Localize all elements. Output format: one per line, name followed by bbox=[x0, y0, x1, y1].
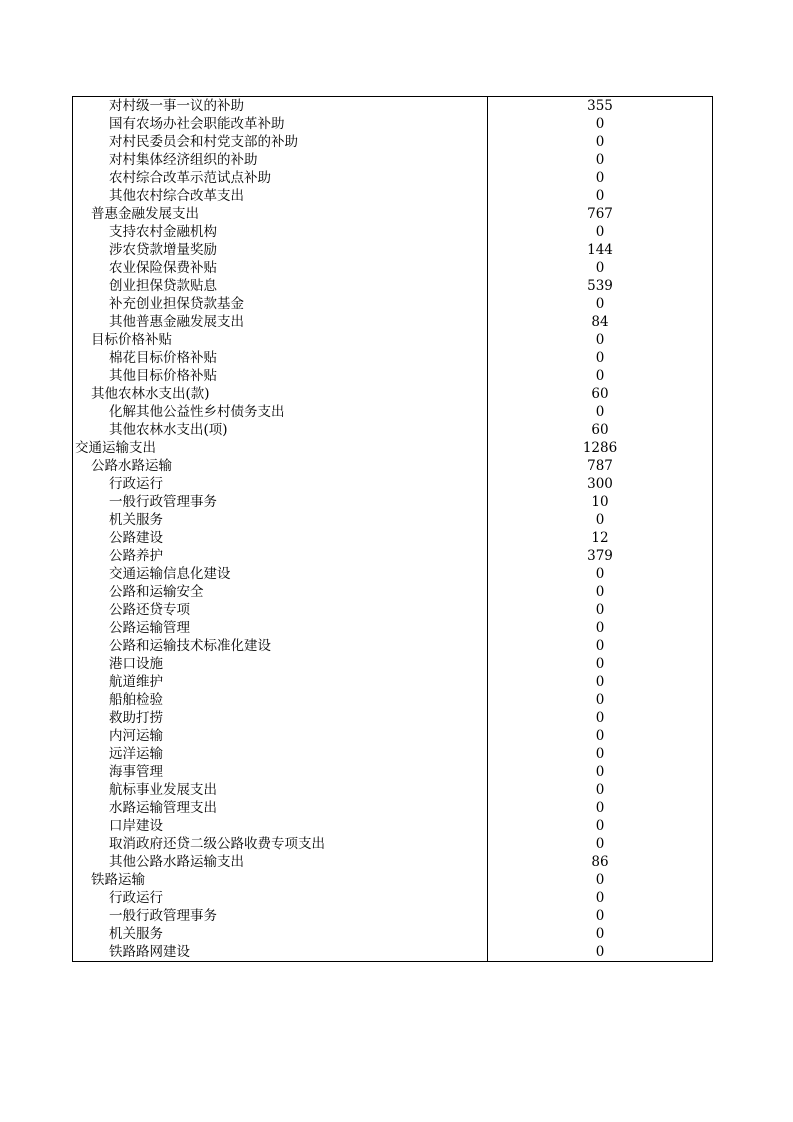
table-row bbox=[73, 385, 713, 403]
table-row bbox=[73, 331, 713, 349]
row-item-name: 口岸建设 bbox=[73, 817, 488, 835]
row-item-name: 救助打捞 bbox=[73, 709, 488, 727]
row-item-amount: 0 bbox=[488, 583, 713, 601]
row-item-name: 其他目标价格补贴 bbox=[73, 367, 488, 385]
table-row bbox=[73, 205, 713, 223]
table-row bbox=[73, 241, 713, 259]
row-item-name: 对村集体经济组织的补助 bbox=[73, 151, 488, 169]
row-item-name: 创业担保贷款贴息 bbox=[73, 277, 488, 295]
row-item-amount: 767 bbox=[488, 205, 713, 223]
table-row bbox=[73, 835, 713, 853]
row-item-name: 一般行政管理事务 bbox=[73, 907, 488, 925]
table-row bbox=[73, 187, 713, 205]
row-item-name: 公路还贷专项 bbox=[73, 601, 488, 619]
table-row bbox=[73, 457, 713, 475]
row-item-name: 农村综合改革示范试点补助 bbox=[73, 169, 488, 187]
row-item-name: 水路运输管理支出 bbox=[73, 799, 488, 817]
row-item-amount: 144 bbox=[488, 241, 713, 259]
row-item-amount: 0 bbox=[488, 187, 713, 205]
row-item-name: 对村级一事一议的补助 bbox=[73, 97, 488, 116]
row-item-name: 目标价格补贴 bbox=[73, 331, 488, 349]
row-item-amount: 0 bbox=[488, 727, 713, 745]
row-item-name: 农业保险保费补贴 bbox=[73, 259, 488, 277]
table-row bbox=[73, 925, 713, 943]
row-item-name: 公路养护 bbox=[73, 547, 488, 565]
row-item-name: 公路和运输技术标准化建设 bbox=[73, 637, 488, 655]
table-row bbox=[73, 223, 713, 241]
row-item-name: 取消政府还贷二级公路收费专项支出 bbox=[73, 835, 488, 853]
table-row bbox=[73, 277, 713, 295]
row-item-name: 行政运行 bbox=[73, 889, 488, 907]
row-item-amount: 0 bbox=[488, 151, 713, 169]
row-item-name: 公路建设 bbox=[73, 529, 488, 547]
row-item-name: 航道维护 bbox=[73, 673, 488, 691]
table-row bbox=[73, 421, 713, 439]
row-item-amount: 0 bbox=[488, 169, 713, 187]
table-row bbox=[73, 601, 713, 619]
row-item-amount: 60 bbox=[488, 385, 713, 403]
table-row bbox=[73, 97, 713, 116]
row-item-name: 内河运输 bbox=[73, 727, 488, 745]
row-item-name: 航标事业发展支出 bbox=[73, 781, 488, 799]
table-row bbox=[73, 889, 713, 907]
table-row bbox=[73, 439, 713, 457]
row-item-name: 涉农贷款增量奖励 bbox=[73, 241, 488, 259]
row-item-amount: 0 bbox=[488, 871, 713, 889]
row-item-name: 铁路路网建设 bbox=[73, 943, 488, 962]
table-row bbox=[73, 295, 713, 313]
row-item-name: 行政运行 bbox=[73, 475, 488, 493]
row-item-name: 棉花目标价格补贴 bbox=[73, 349, 488, 367]
row-item-name: 机关服务 bbox=[73, 925, 488, 943]
table-row bbox=[73, 475, 713, 493]
row-item-name: 对村民委员会和村党支部的补助 bbox=[73, 133, 488, 151]
table-row bbox=[73, 907, 713, 925]
row-item-amount: 0 bbox=[488, 349, 713, 367]
row-item-name: 船舶检验 bbox=[73, 691, 488, 709]
row-item-amount: 0 bbox=[488, 403, 713, 421]
row-item-amount: 0 bbox=[488, 601, 713, 619]
row-item-amount: 379 bbox=[488, 547, 713, 565]
row-item-amount: 0 bbox=[488, 115, 713, 133]
row-item-name: 普惠金融发展支出 bbox=[73, 205, 488, 223]
row-item-amount: 0 bbox=[488, 781, 713, 799]
row-item-name: 国有农场办社会职能改革补助 bbox=[73, 115, 488, 133]
table-row bbox=[73, 493, 713, 511]
row-item-name: 其他公路水路运输支出 bbox=[73, 853, 488, 871]
row-item-amount: 0 bbox=[488, 799, 713, 817]
row-item-amount: 0 bbox=[488, 655, 713, 673]
row-item-amount: 0 bbox=[488, 763, 713, 781]
row-item-amount: 0 bbox=[488, 673, 713, 691]
table-row bbox=[73, 673, 713, 691]
row-item-amount: 1286 bbox=[488, 439, 713, 457]
table-row bbox=[73, 169, 713, 187]
table-row bbox=[73, 871, 713, 889]
table-row bbox=[73, 259, 713, 277]
table-row bbox=[73, 727, 713, 745]
table-row bbox=[73, 943, 713, 962]
table-row bbox=[73, 565, 713, 583]
table-row bbox=[73, 691, 713, 709]
row-item-amount: 0 bbox=[488, 619, 713, 637]
row-item-name: 化解其他公益性乡村债务支出 bbox=[73, 403, 488, 421]
row-item-name: 机关服务 bbox=[73, 511, 488, 529]
table-row bbox=[73, 529, 713, 547]
table-row bbox=[73, 799, 713, 817]
row-item-name: 其他农村综合改革支出 bbox=[73, 187, 488, 205]
row-item-amount: 0 bbox=[488, 367, 713, 385]
row-item-name: 支持农村金融机构 bbox=[73, 223, 488, 241]
table-row bbox=[73, 547, 713, 565]
row-item-amount: 0 bbox=[488, 223, 713, 241]
table-row bbox=[73, 349, 713, 367]
row-item-name: 铁路运输 bbox=[73, 871, 488, 889]
row-item-name: 交通运输信息化建设 bbox=[73, 565, 488, 583]
table-row bbox=[73, 115, 713, 133]
row-item-amount: 0 bbox=[488, 259, 713, 277]
row-item-name: 公路和运输安全 bbox=[73, 583, 488, 601]
table-row bbox=[73, 817, 713, 835]
row-item-amount: 10 bbox=[488, 493, 713, 511]
row-item-amount: 0 bbox=[488, 295, 713, 313]
row-item-name: 远洋运输 bbox=[73, 745, 488, 763]
row-item-name: 交通运输支出 bbox=[73, 439, 488, 457]
row-item-amount: 787 bbox=[488, 457, 713, 475]
row-item-name: 补充创业担保贷款基金 bbox=[73, 295, 488, 313]
table-row bbox=[73, 763, 713, 781]
row-item-amount: 0 bbox=[488, 331, 713, 349]
row-item-name: 其他农林水支出(款) bbox=[73, 385, 488, 403]
row-item-name: 一般行政管理事务 bbox=[73, 493, 488, 511]
row-item-name: 其他农林水支出(项) bbox=[73, 421, 488, 439]
table-row bbox=[73, 781, 713, 799]
table-row bbox=[73, 709, 713, 727]
table-row bbox=[73, 133, 713, 151]
row-item-amount: 0 bbox=[488, 709, 713, 727]
table-row bbox=[73, 583, 713, 601]
row-item-amount: 0 bbox=[488, 637, 713, 655]
row-item-amount: 0 bbox=[488, 925, 713, 943]
table-row bbox=[73, 637, 713, 655]
row-item-amount: 0 bbox=[488, 133, 713, 151]
row-item-amount: 300 bbox=[488, 475, 713, 493]
row-item-name: 公路水路运输 bbox=[73, 457, 488, 475]
row-item-name: 港口设施 bbox=[73, 655, 488, 673]
row-item-name: 公路运输管理 bbox=[73, 619, 488, 637]
row-item-amount: 84 bbox=[488, 313, 713, 331]
expenditure-table bbox=[72, 96, 713, 962]
row-item-amount: 0 bbox=[488, 691, 713, 709]
row-item-amount: 0 bbox=[488, 565, 713, 583]
row-item-amount: 0 bbox=[488, 943, 713, 962]
table-row bbox=[73, 313, 713, 331]
row-item-name: 其他普惠金融发展支出 bbox=[73, 313, 488, 331]
table-row bbox=[73, 853, 713, 871]
table-body bbox=[73, 97, 713, 962]
row-item-amount: 0 bbox=[488, 817, 713, 835]
table-row bbox=[73, 511, 713, 529]
table-row bbox=[73, 403, 713, 421]
row-item-name: 海事管理 bbox=[73, 763, 488, 781]
table-row bbox=[73, 655, 713, 673]
row-item-amount: 86 bbox=[488, 853, 713, 871]
table-row bbox=[73, 619, 713, 637]
row-item-amount: 355 bbox=[488, 97, 713, 116]
table-row bbox=[73, 151, 713, 169]
row-item-amount: 539 bbox=[488, 277, 713, 295]
table-row bbox=[73, 367, 713, 385]
row-item-amount: 12 bbox=[488, 529, 713, 547]
row-item-amount: 0 bbox=[488, 745, 713, 763]
row-item-amount: 0 bbox=[488, 835, 713, 853]
row-item-amount: 60 bbox=[488, 421, 713, 439]
table-row bbox=[73, 745, 713, 763]
row-item-amount: 0 bbox=[488, 907, 713, 925]
row-item-amount: 0 bbox=[488, 511, 713, 529]
row-item-amount: 0 bbox=[488, 889, 713, 907]
